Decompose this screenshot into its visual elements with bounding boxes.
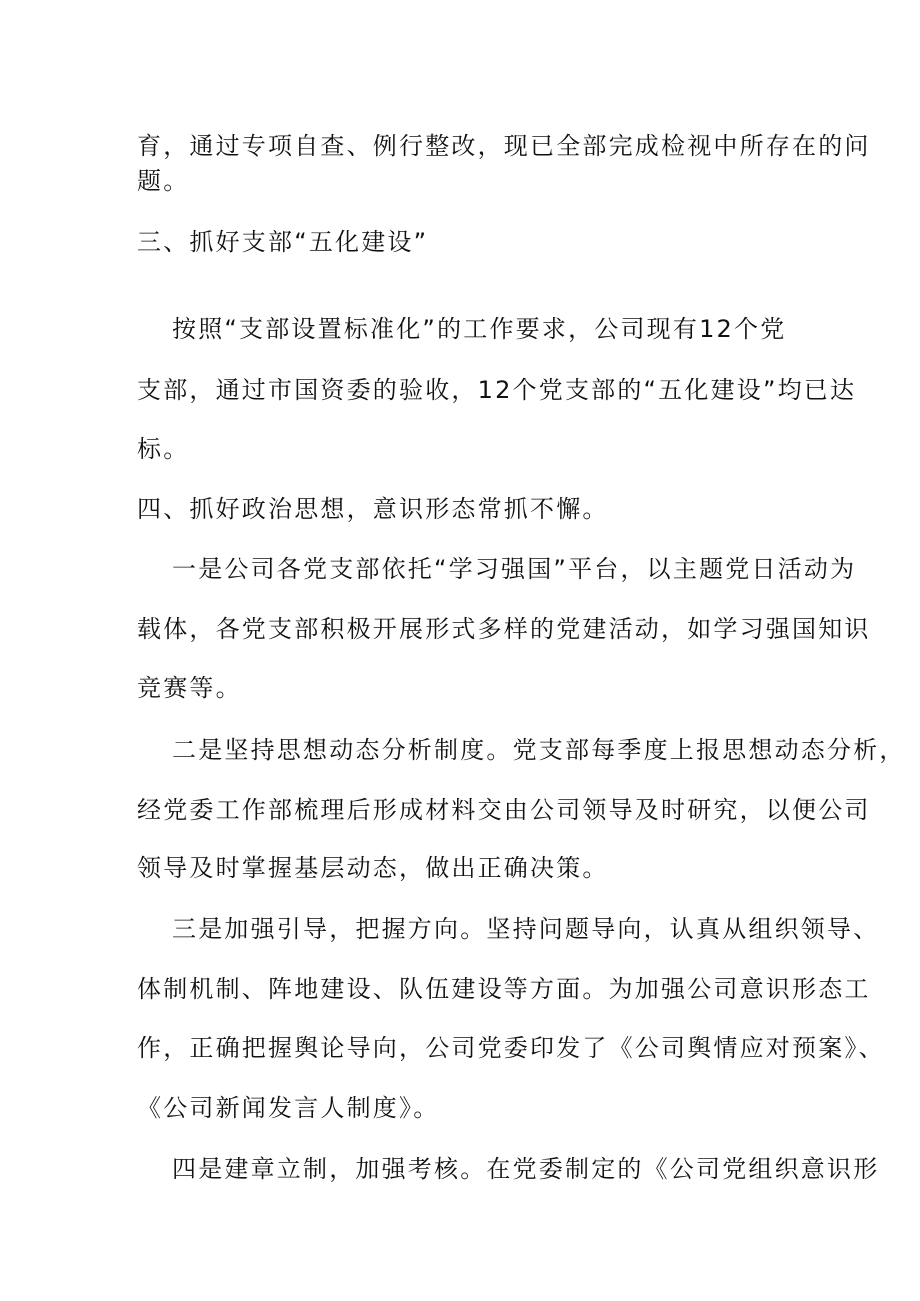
text-line: 三是加强引导，把握方向。坚持问题导向，认真从组织领导、 xyxy=(172,915,880,943)
text-line: 作，正确把握舆论导向，公司党委印发了《公司舆情应对预案》、 xyxy=(137,1034,885,1062)
text-line: 《公司新闻发言人制度》。 xyxy=(137,1094,440,1122)
section-heading: 三、抓好支部“五化建设” xyxy=(137,228,429,256)
text-line: 一是公司各党支部依托“学习强国”平台，以主题党日活动为 xyxy=(172,555,857,583)
text-line: 二是坚持思想动态分析制度。党支部每季度上报思想动态分析， xyxy=(172,736,906,764)
text-line: 按照“支部设置标准化”的工作要求，公司现有12个党 xyxy=(172,315,787,343)
section-heading: 四、抓好政治思想，意识形态常抓不懈。 xyxy=(137,495,609,523)
text-line: 标。 xyxy=(137,435,190,463)
text-line: 题。 xyxy=(137,167,190,195)
text-line: 体制机制、阵地建设、队伍建设等方面。为加强公司意识形态工 xyxy=(137,975,871,1003)
text-line: 育，通过专项自查、例行整改，现已全部完成检视中所存在的问 xyxy=(137,132,871,160)
text-line: 载体，各党支部积极开展形式多样的党建活动，如学习强国知识 xyxy=(137,615,871,643)
text-line: 四是建章立制，加强考核。在党委制定的《公司党组织意识形 xyxy=(172,1155,880,1183)
text-line: 支部，通过市国资委的验收，12个党支部的“五化建设”均已达 xyxy=(137,376,857,404)
text-line: 经党委工作部梳理后形成材料交由公司领导及时研究，以便公司 xyxy=(137,796,871,824)
text-line: 竞赛等。 xyxy=(137,674,242,702)
text-line: 领导及时掌握基层动态，做出正确决策。 xyxy=(137,854,609,882)
